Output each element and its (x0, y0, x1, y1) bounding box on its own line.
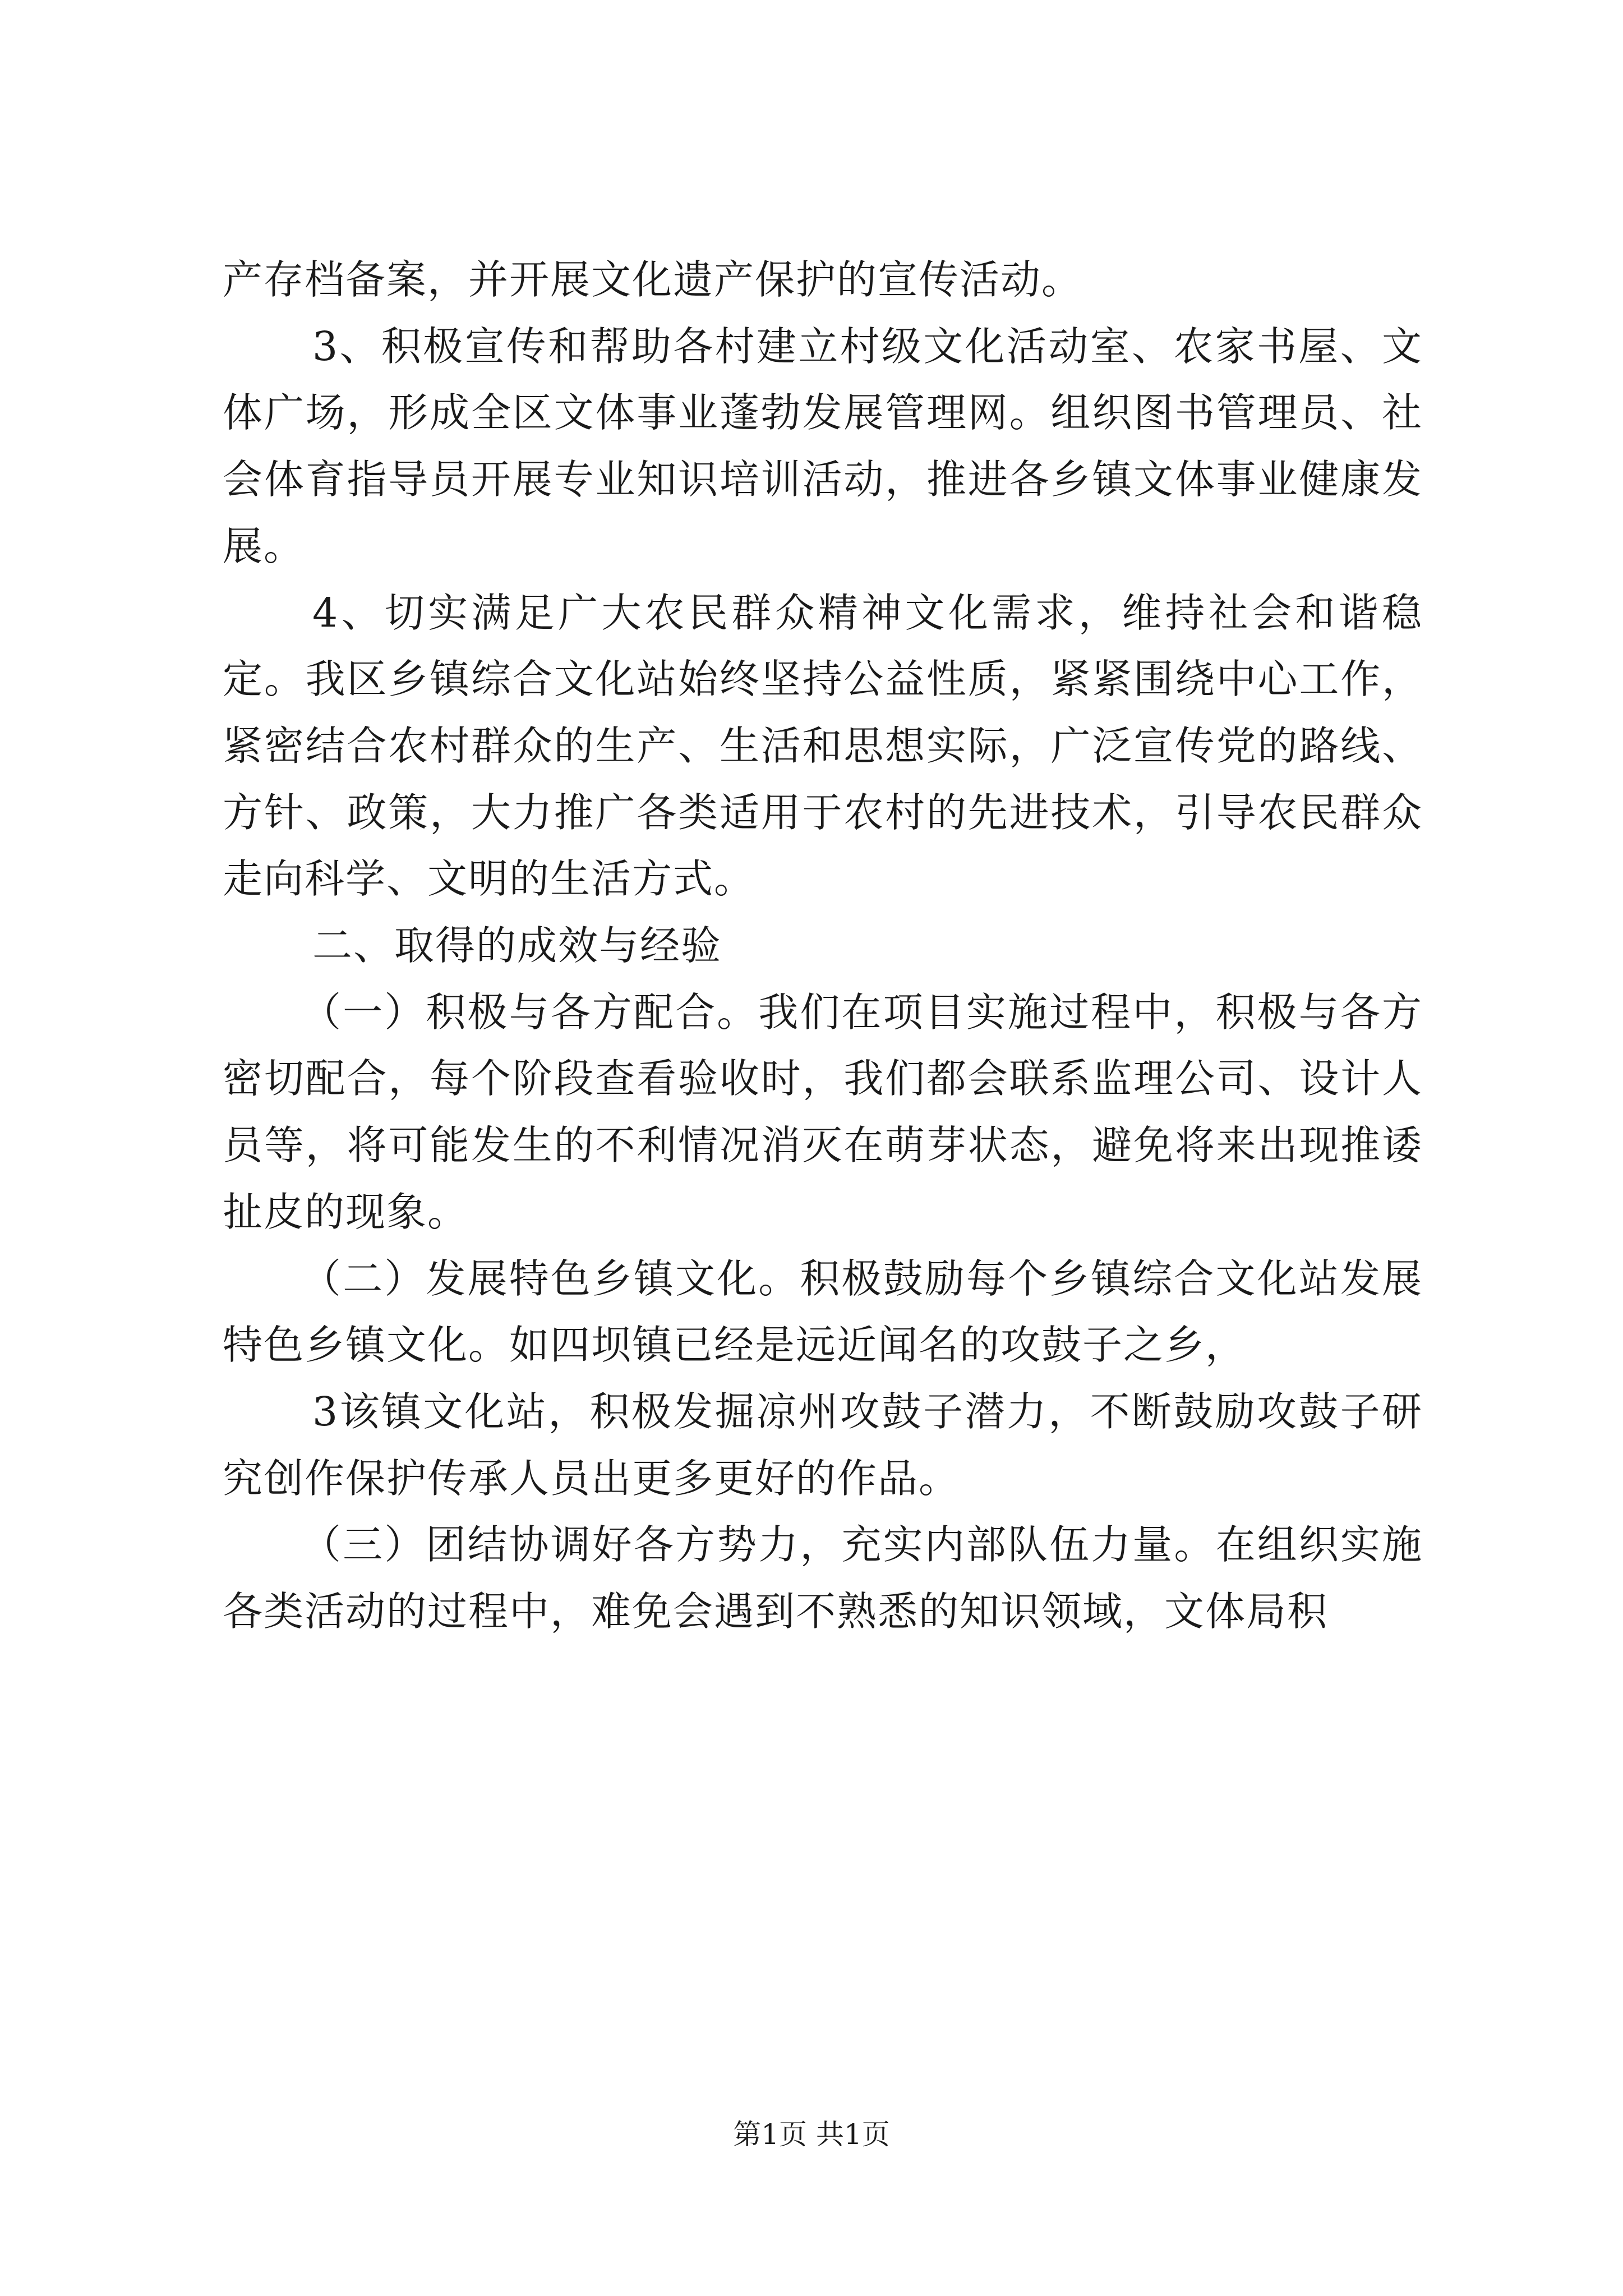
paragraph-item-3: 3、积极宣传和帮助各村建立村级文化活动室、农家书屋、文体广场，形成全区文体事业蓬勃发展管理网。组织图书管理员、社会体育指导员开展专业知识培训活动，推进各乡镇文体事业健康发展。 (223, 323, 1423, 569)
paragraph-subsection-2-cont: 3该镇文化站，积极发掘凉州攻鼓子潜力，不断鼓励攻鼓子研究创作保护传承人员出更多更好的作品。 (223, 1388, 1423, 1502)
paragraph-item-4: 4、切实满足广大农民群众精神文化需求，维持社会和谐稳定。我区乡镇综合文化站始终坚持公益性质，紧紧围绕中心工作，紧密结合农村群众的生产、生活和思想实际，广泛宣传党的路线、方针、政策，大力推广各类适用于农村的先进技术，引导农民群众走向科学、文明的生活方式。 (223, 589, 1423, 903)
section-heading-2: 二、取得的成效与经验 (312, 922, 722, 969)
paragraph-subsection-3: （三）团结协调好各方势力，充实内部队伍力量。在组织实施各类活动的过程中，难免会遇到不熟悉的知识领域，文体局积 (223, 1521, 1423, 1635)
paragraph-continuation: 产存档备案，并开展文化遗产保护的宣传活动。 (223, 256, 1083, 303)
paragraph-subsection-1: （一）积极与各方配合。我们在项目实施过程中，积极与各方密切配合，每个阶段查看验收时，我们都会联系监理公司、设计人员等，将可能发生的不利情况消灭在萌芽状态，避免将来出现推诿扯皮的现象。 (223, 988, 1423, 1235)
page-footer: 第1页 共1页 (733, 2118, 890, 2151)
paragraph-subsection-2: （二）发展特色乡镇文化。积极鼓励每个乡镇综合文化站发展特色乡镇文化。如四坝镇已经是远近闻名的攻鼓子之乡， (223, 1255, 1423, 1369)
document-body (223, 247, 1423, 1645)
